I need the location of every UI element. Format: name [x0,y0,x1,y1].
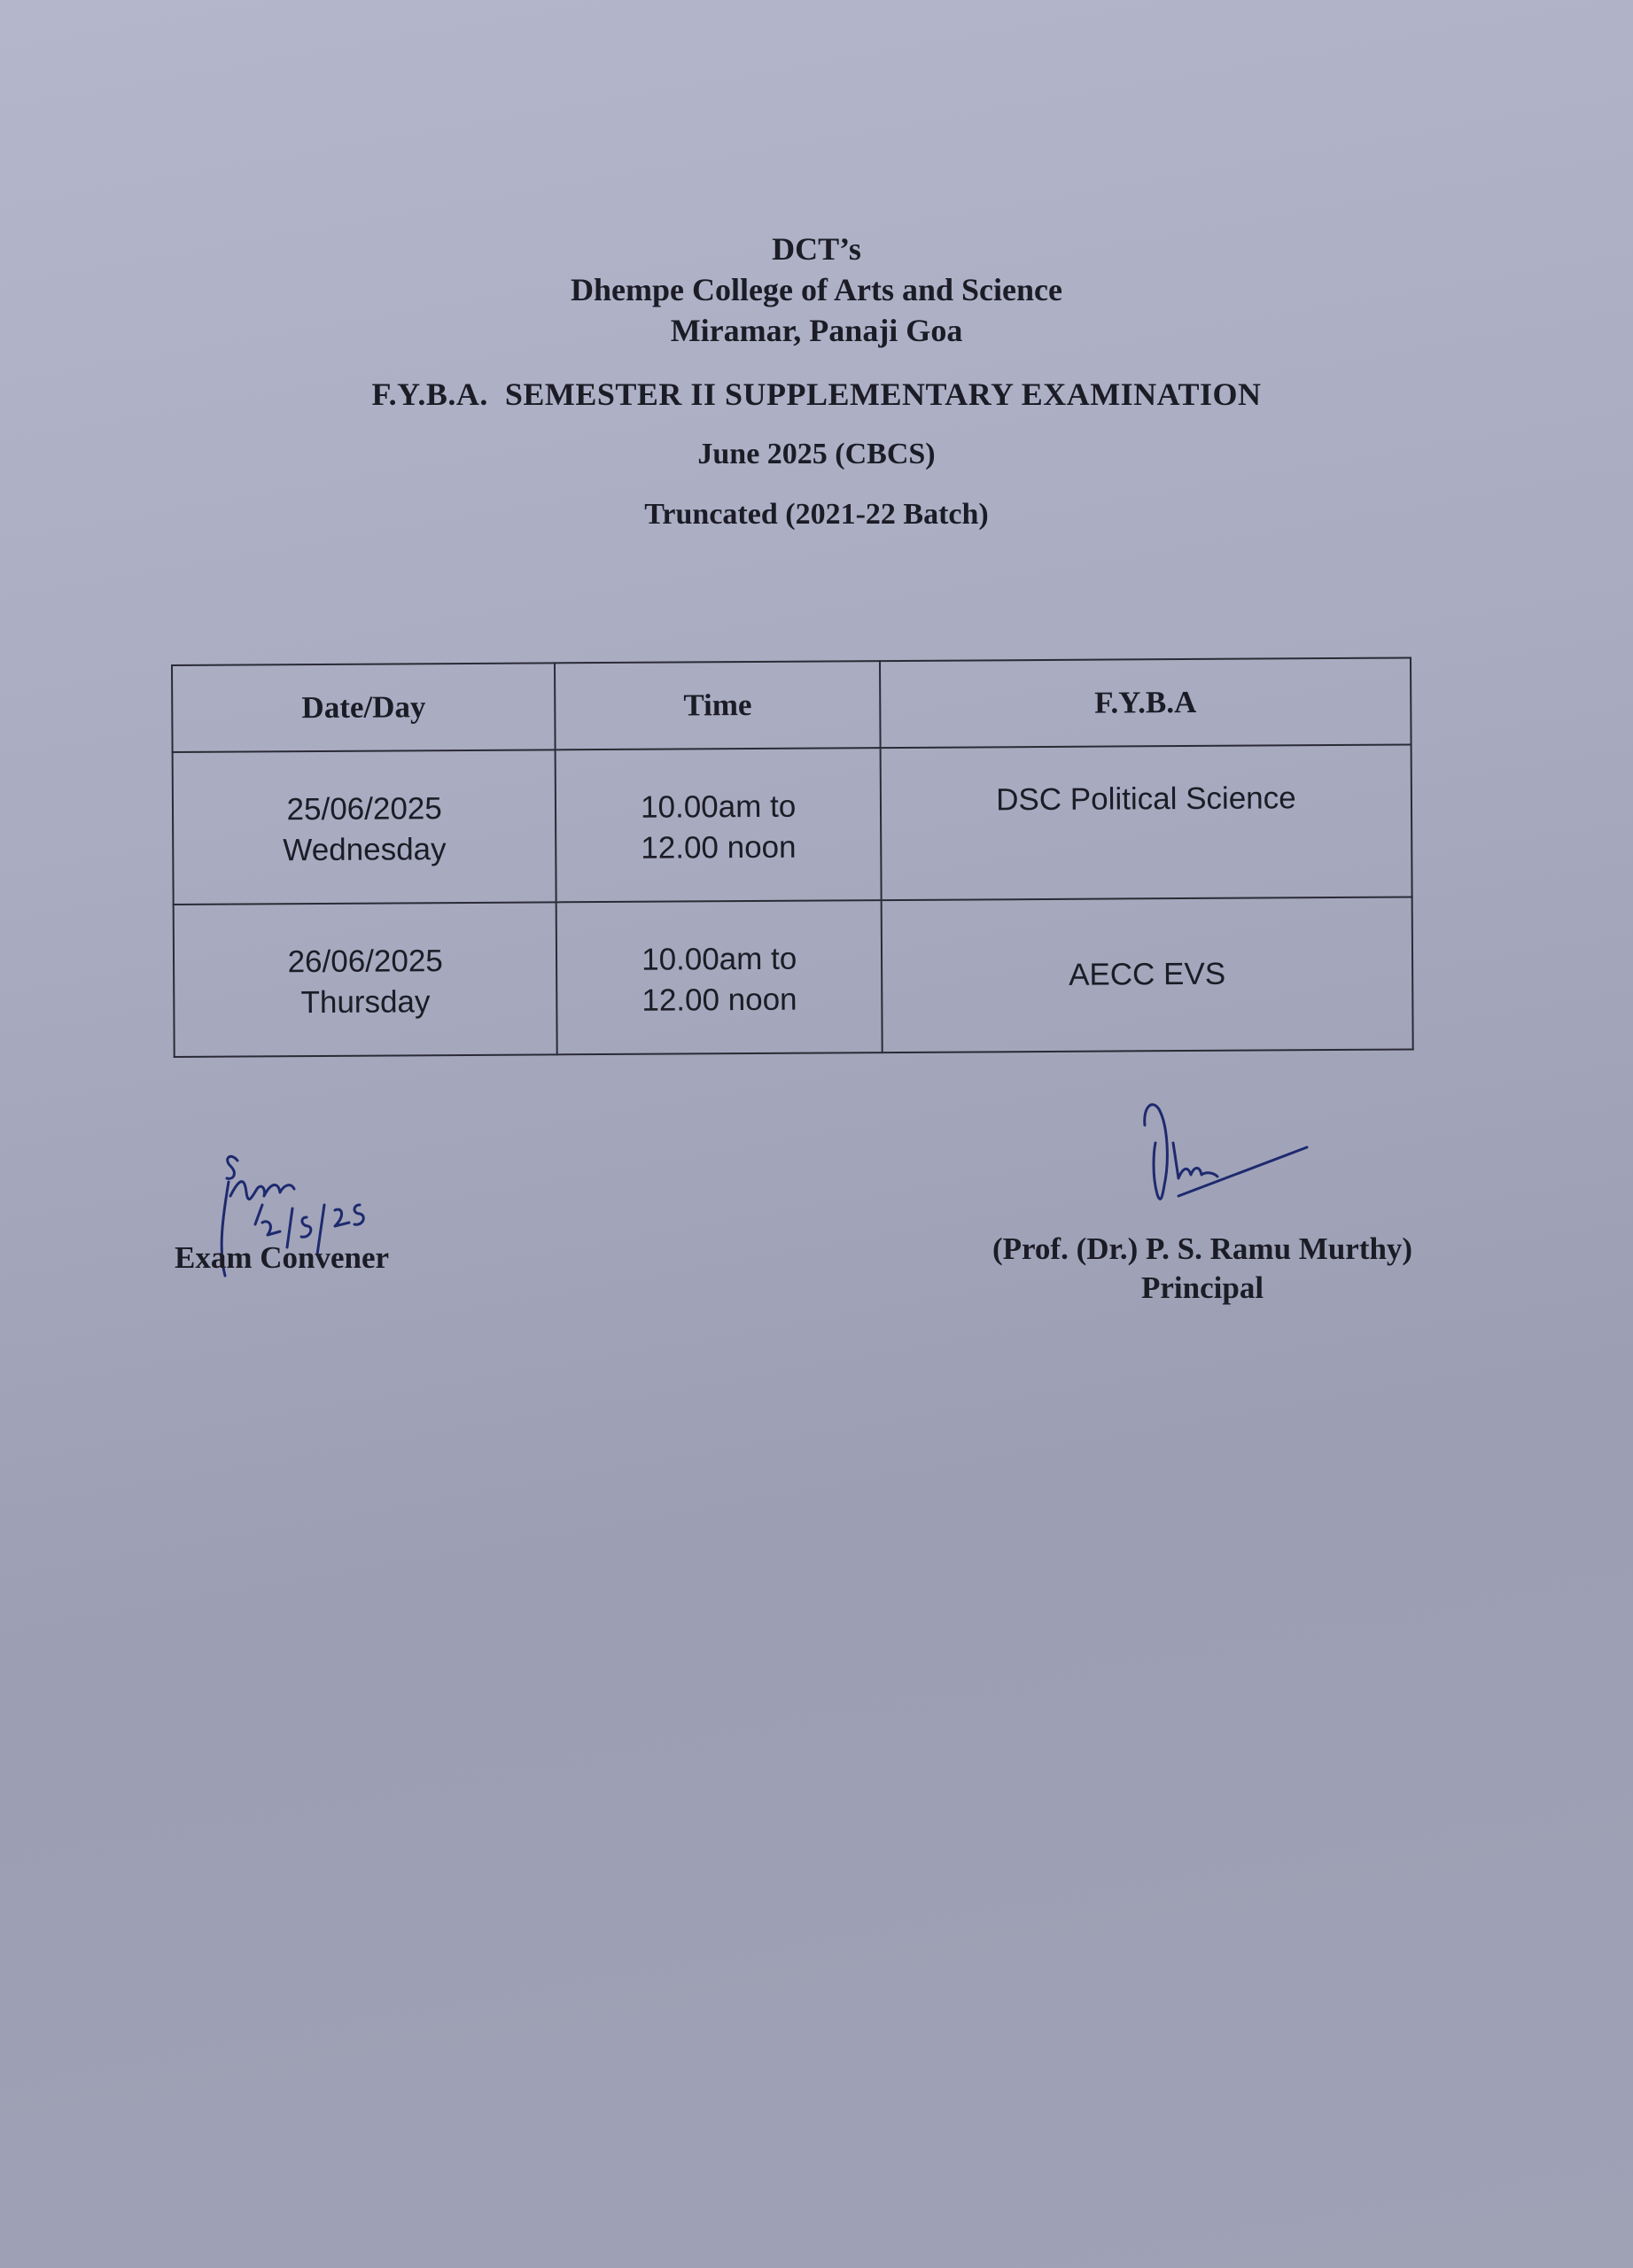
table-header-row [172,657,1411,752]
time-end: 12.00 noon [642,982,797,1018]
college-name: Dhempe College of Arts and Science [571,272,1062,307]
table-row [173,744,1412,905]
table-row [174,897,1413,1057]
exam-timetable [171,656,1414,1058]
subject-cell: DSC Political Science [881,744,1412,900]
exam-date: 26/06/2025 [287,944,443,980]
exam-day: Wednesday [283,832,447,868]
time-end: 12.00 noon [641,829,797,866]
org-name: DCT’s [772,231,861,267]
exam-session: June 2025 (CBCS) [697,438,936,470]
document-header [0,229,1633,532]
exam-day: Thursday [300,984,431,1021]
subject-cell: AECC EVS [882,897,1413,1052]
header-date-day: Date/Day [172,663,556,752]
time-cell [556,900,883,1054]
time-start: 10.00am to [642,941,797,977]
principal-block [992,1231,1412,1306]
header-time: Time [555,661,880,750]
date-cell [173,750,556,905]
principal-role: Principal [1141,1270,1264,1305]
exam-convener-label: Exam Convener [175,1240,390,1275]
college-location: Miramar, Panaji Goa [670,313,963,348]
header-fyba: F.Y.B.A [880,657,1411,748]
principal-signature [1125,1090,1320,1231]
exam-date: 25/06/2025 [286,791,442,827]
time-start: 10.00am to [640,788,797,825]
date-cell [174,902,557,1057]
time-cell [556,748,882,902]
exam-batch: Truncated (2021-22 Batch) [644,498,989,531]
principal-name: (Prof. (Dr.) P. S. Ramu Murthy) [992,1231,1413,1266]
exam-title: F.Y.B.A. SEMESTER II SUPPLEMENTARY EXAMINATION [371,377,1262,412]
